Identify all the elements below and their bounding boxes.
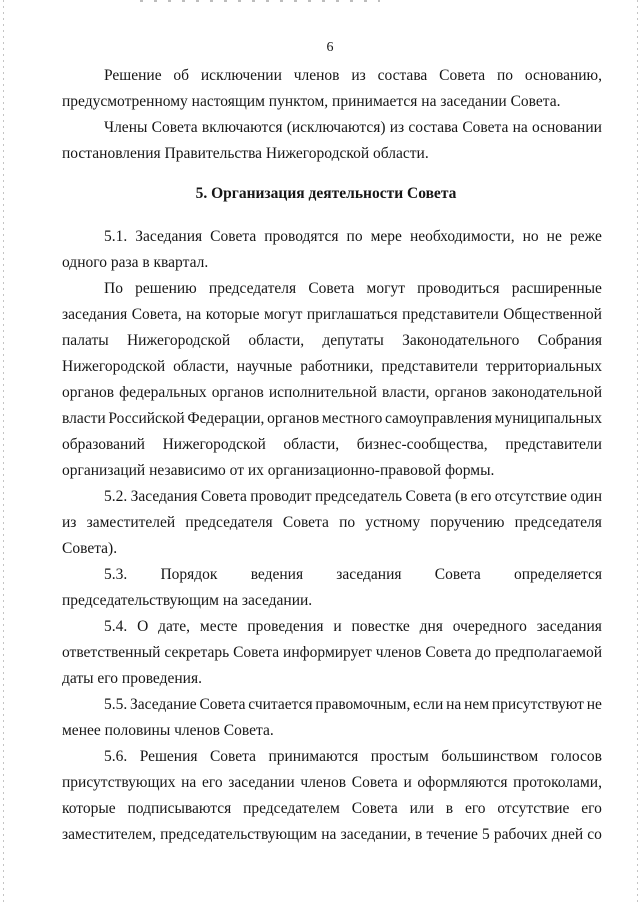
word: правомочным,: [315, 696, 411, 713]
text-line: [104, 119, 602, 137]
word: могут: [366, 280, 405, 297]
word: дате,: [158, 618, 191, 635]
page-number: 6: [326, 40, 334, 55]
word: течение: [426, 826, 478, 843]
word: присутствующих: [62, 774, 176, 791]
word: из: [389, 119, 405, 136]
word: которые: [62, 800, 116, 817]
word: на: [512, 119, 528, 136]
word: 5.4.: [104, 618, 128, 635]
word: территориальных: [485, 358, 602, 375]
word: предполагаемой: [494, 644, 602, 661]
word: заседания: [62, 306, 128, 323]
text-line: [62, 644, 602, 662]
word: Совета: [425, 644, 472, 661]
word: Совета: [200, 488, 247, 505]
text-line: одного раза в квартал.: [62, 254, 209, 271]
word: на: [321, 826, 337, 843]
word: Заседания: [135, 228, 203, 245]
word: реже: [569, 228, 602, 245]
word: (в: [454, 488, 468, 505]
word: власти,: [382, 384, 430, 401]
word: решению: [135, 280, 197, 297]
word: заседания: [536, 618, 602, 635]
text-line: постановления Правительства Нижегородской области.: [62, 145, 429, 162]
word: большинством: [441, 748, 539, 765]
word: до: [475, 644, 492, 661]
text-line: [104, 67, 602, 85]
text-line: организаций независимо от их организационно-правовой формы.: [62, 462, 495, 479]
word: области,: [283, 436, 340, 453]
word: заседании,: [340, 826, 411, 843]
word: Совета: [199, 696, 246, 713]
word: проведения: [247, 618, 324, 635]
word: работники,: [300, 358, 374, 375]
text-line: [62, 332, 602, 350]
word: присутствуют: [491, 696, 584, 713]
word: 5.6.: [104, 748, 128, 765]
word: Совета: [405, 488, 452, 505]
word: Решения: [139, 748, 198, 765]
word: его: [464, 800, 486, 817]
word: Совета: [351, 774, 398, 791]
word: научные: [236, 358, 293, 375]
word: могут: [263, 306, 303, 323]
word: и: [403, 774, 412, 791]
word: председателя: [208, 280, 297, 297]
word: по: [346, 228, 363, 245]
word: основании: [531, 119, 602, 136]
scan-edge-right: [637, 0, 638, 905]
word: если: [413, 696, 444, 713]
word: месте: [199, 618, 238, 635]
text-line: [104, 618, 602, 636]
word: его: [470, 488, 492, 505]
word: и: [333, 618, 342, 635]
text-line: [104, 748, 602, 766]
word: протоколами,: [513, 774, 602, 791]
word: на: [186, 306, 202, 323]
word: заместителей: [86, 514, 176, 531]
word: принимаются: [268, 748, 359, 765]
word: состава: [408, 119, 459, 136]
word: подписываются: [127, 800, 232, 817]
word: очередного: [452, 618, 527, 635]
word: исключении: [200, 67, 282, 84]
section-heading: 5. Организация деятельности Совета: [195, 185, 457, 202]
word: Совета: [210, 228, 257, 245]
word: приглашаться: [306, 306, 398, 323]
scan-top-marks: [140, 0, 380, 2]
word: области,: [248, 332, 305, 349]
word: Собрания: [537, 332, 602, 349]
text-line: Совета).: [62, 540, 118, 557]
word: Нижегородской: [126, 332, 231, 349]
word: секретарь: [164, 644, 230, 661]
word: 5.3.: [104, 566, 128, 583]
word: Российской: [108, 410, 185, 427]
word: Нижегородской: [162, 436, 266, 453]
word: местного: [321, 410, 383, 427]
word: или: [409, 800, 434, 817]
word: Совета: [282, 514, 329, 531]
word: проводит: [250, 488, 312, 505]
word: Нижегородской: [62, 358, 166, 375]
word: проводиться: [417, 280, 500, 297]
word: заседании: [228, 774, 295, 791]
word: Совета: [233, 644, 280, 661]
word: основанию,: [524, 67, 602, 84]
word: Совета: [434, 566, 481, 583]
word: Совета: [439, 67, 486, 84]
word: но: [522, 228, 539, 245]
word: органов: [434, 384, 487, 401]
word: голосов: [550, 748, 602, 765]
word: Общественной: [503, 306, 602, 323]
word: расширенные: [511, 280, 602, 297]
word: в: [445, 800, 454, 817]
word: его: [581, 800, 602, 817]
word: бизнес-сообщества,: [356, 436, 488, 453]
word: дня: [419, 618, 443, 635]
text-line: председательствующим на заседании.: [62, 592, 313, 609]
word: муниципальных: [494, 410, 602, 427]
word: отсутствие: [497, 800, 570, 817]
word: палаты: [62, 332, 109, 349]
word: со: [587, 826, 602, 843]
text-line: [104, 228, 602, 246]
word: простым: [370, 748, 429, 765]
text-line: [62, 774, 602, 792]
word: Совета,: [131, 306, 182, 323]
word: состава: [377, 67, 428, 84]
text-line: [62, 800, 602, 818]
word: ответственный: [62, 644, 161, 661]
word: не: [546, 228, 562, 245]
word: информирует: [283, 644, 372, 661]
word: представители: [402, 306, 499, 323]
text-line: [104, 280, 602, 298]
text-line: менее половины членов Совета.: [62, 722, 274, 739]
word: Заседания: [130, 488, 198, 505]
word: его: [201, 774, 223, 791]
word: считается: [248, 696, 313, 713]
word: на: [446, 696, 462, 713]
word: членов: [375, 644, 422, 661]
word: Совета: [351, 800, 398, 817]
text-line: [62, 514, 602, 532]
word: которые: [205, 306, 260, 323]
scan-edge-left: [3, 0, 4, 905]
word: необходимости,: [409, 228, 515, 245]
text-line: [104, 488, 602, 506]
word: не: [586, 696, 602, 713]
text-line: [104, 566, 602, 584]
word: Совета: [151, 119, 198, 136]
word: депутаты: [322, 332, 384, 349]
word: Члены: [104, 119, 148, 136]
text-line: [62, 826, 602, 844]
word: Заседание: [130, 696, 197, 713]
word: самоуправления: [384, 410, 493, 427]
word: председателя: [514, 514, 602, 531]
word: в: [415, 826, 423, 843]
word: включаются: [201, 119, 283, 136]
word: мере: [370, 228, 402, 245]
word: оформляются: [417, 774, 508, 791]
word: Совета: [308, 280, 355, 297]
word: представители: [381, 358, 478, 375]
word: отсутствие: [494, 488, 567, 505]
word: один: [570, 488, 602, 505]
text-line: [62, 384, 602, 402]
word: членов: [293, 67, 340, 84]
word: Законодательного: [402, 332, 520, 349]
word: законодательной: [491, 384, 602, 401]
word: председателя: [185, 514, 273, 531]
text-line: [62, 358, 602, 376]
word: 5.5.: [104, 696, 128, 713]
word: власти: [62, 410, 106, 427]
text-line: [62, 410, 602, 428]
word: органов: [211, 384, 264, 401]
word: заместителем,: [62, 826, 156, 843]
word: об: [173, 67, 190, 84]
word: заседания: [336, 566, 402, 583]
word: по: [497, 67, 514, 84]
word: членов: [300, 774, 347, 791]
word: По: [104, 280, 123, 297]
word: из: [351, 67, 366, 84]
word: Федерации,: [187, 410, 265, 427]
word: определяется: [514, 566, 602, 583]
word: Решение: [104, 67, 162, 84]
word: председательствующим: [160, 826, 318, 843]
word: на: [181, 774, 197, 791]
word: председатель: [314, 488, 403, 505]
word: исполнительной: [268, 384, 377, 401]
text-line: [62, 306, 602, 324]
word: из: [62, 514, 77, 531]
word: ведения: [250, 566, 304, 583]
word: Порядок: [160, 566, 218, 583]
word: председателем: [243, 800, 340, 817]
word: федеральных: [119, 384, 207, 401]
word: поручению: [430, 514, 505, 531]
word: устному: [365, 514, 421, 531]
word: О: [137, 618, 149, 635]
word: дней: [551, 826, 584, 843]
word: рабочих: [493, 826, 548, 843]
word: 5.1.: [104, 228, 128, 245]
word: области,: [173, 358, 229, 375]
word: 5.2.: [104, 488, 128, 505]
word: Совета: [462, 119, 509, 136]
word: нем: [464, 696, 490, 713]
text-line: даты его проведения.: [62, 670, 202, 687]
text-line: [104, 696, 602, 714]
word: органов: [267, 410, 320, 427]
word: представители: [505, 436, 602, 453]
word: (исключаются): [286, 119, 386, 136]
word: образований: [62, 436, 145, 453]
text-line: [62, 436, 602, 454]
word: 5: [482, 826, 490, 843]
word: по: [339, 514, 356, 531]
word: Совета: [209, 748, 257, 765]
word: органов: [62, 384, 115, 401]
text-line: предусмотренному настоящим пунктом, принимается на заседании Совета.: [62, 93, 561, 110]
word: проводятся: [264, 228, 339, 245]
word: повестке: [351, 618, 410, 635]
